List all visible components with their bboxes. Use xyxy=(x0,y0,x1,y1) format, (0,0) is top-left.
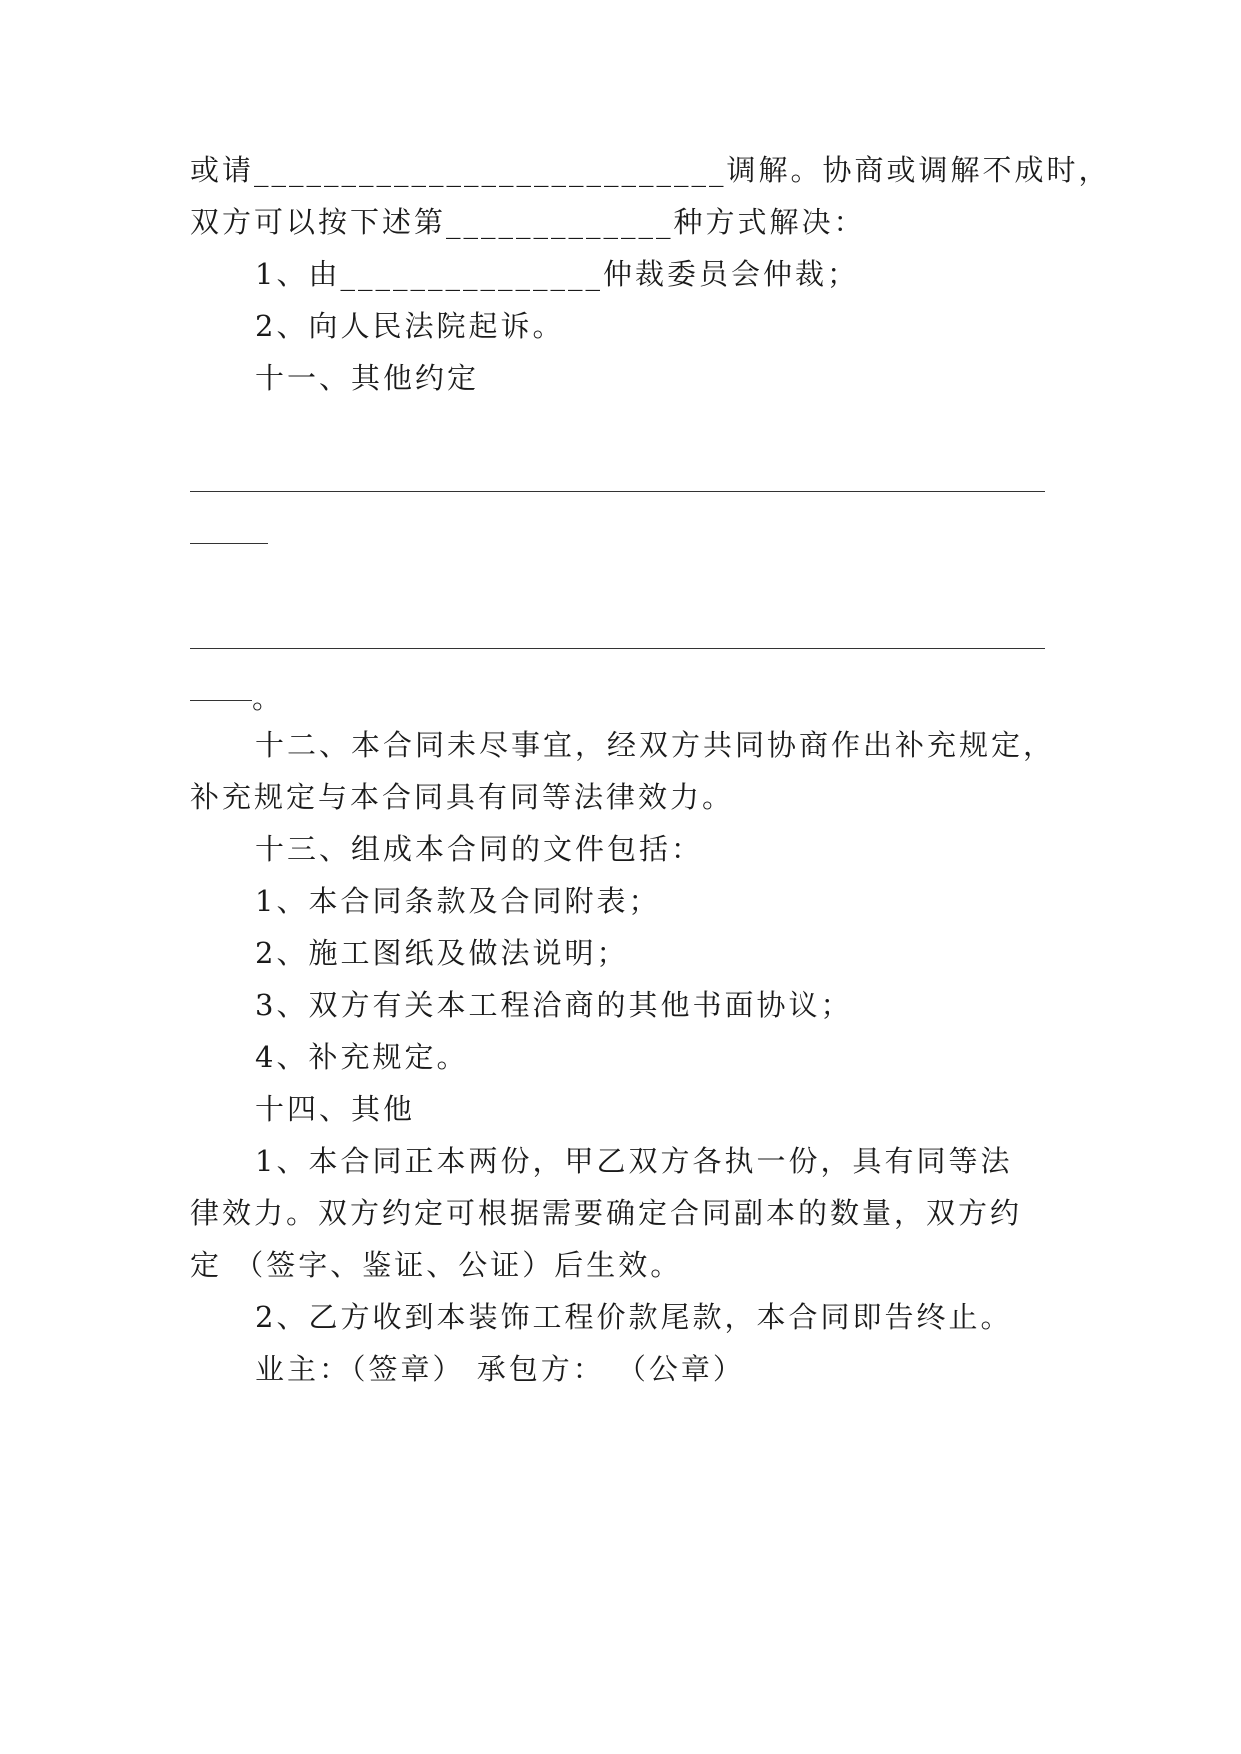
clause-13-item-4: 4、补充规定。 xyxy=(255,1040,469,1074)
fill-in-rule xyxy=(190,700,252,701)
fill-in-rule xyxy=(190,648,1045,649)
signature-line: 业主：（签章） 承包方： （公章） xyxy=(255,1352,745,1386)
end-mark: 。 xyxy=(252,681,282,715)
clause-14-heading: 十四、其他 xyxy=(255,1092,416,1126)
clause-14-item-1-line-2: 律效力。双方约定可根据需要确定合同副本的数量，双方约 xyxy=(190,1196,1023,1230)
clause-11-heading: 十一、其他约定 xyxy=(255,361,480,395)
clause-12-line-2: 补充规定与本合同具有同等法律效力。 xyxy=(190,780,735,814)
clause-13-item-2: 2、施工图纸及做法说明； xyxy=(255,936,629,970)
clause-13-item-3: 3、双方有关本工程洽商的其他书面协议； xyxy=(255,988,853,1022)
clause-12-line-1: 十二、本合同未尽事宜，经双方共同协商作出补充规定， xyxy=(255,728,1056,762)
clause-14-item-2: 2、乙方收到本装饰工程价款尾款，本合同即告终止。 xyxy=(255,1300,1013,1334)
fill-in-rule xyxy=(190,543,268,544)
clause-10-option-1: 1、由_______________仲裁委员会仲裁； xyxy=(255,257,859,291)
clause-13-heading: 十三、组成本合同的文件包括： xyxy=(255,832,704,866)
fill-in-rule xyxy=(190,491,1045,492)
clause-10-option-2: 2、向人民法院起诉。 xyxy=(255,309,565,343)
clause-14-item-1-line-1: 1、本合同正本两份，甲乙双方各执一份，具有同等法 xyxy=(255,1144,1013,1178)
clause-13-item-1: 1、本合同条款及合同附表； xyxy=(255,884,661,918)
clause-14-item-1-line-3: 定 （签字、鉴证、公证）后生效。 xyxy=(190,1248,683,1282)
clause-10-line-2: 双方可以按下述第_____________种方式解决： xyxy=(190,205,866,239)
clause-10-line-1: 或请___________________________调解。协商或调解不成时， xyxy=(190,153,1111,187)
